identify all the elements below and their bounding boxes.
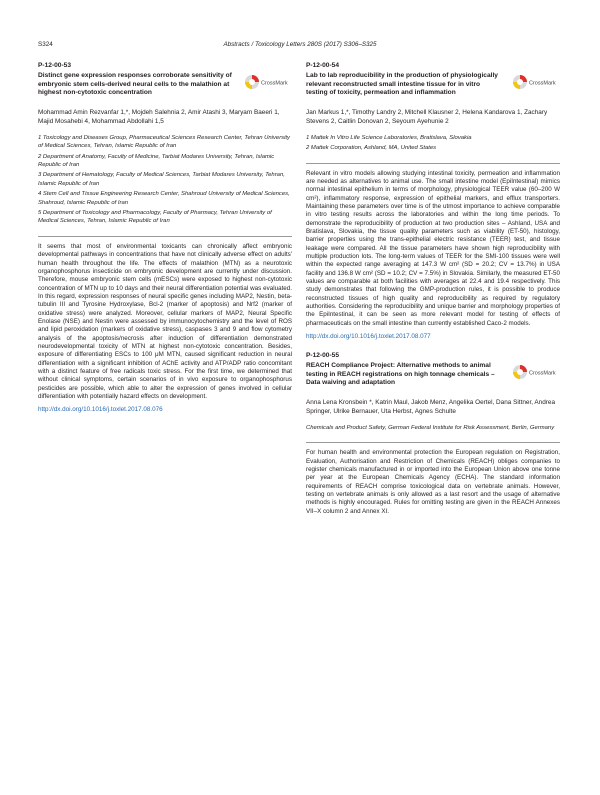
affiliation: 5 Department of Toxicology and Pharmacology, Faculty of Pharmacy, Tehran University of Medical Sciences, Tehran, Islamic Republic of Iran (38, 210, 272, 225)
doi-link[interactable]: http://dx.doi.org/10.1016/j.toxlet.2017.08.076 (38, 406, 163, 414)
article-id: P-12-00-53 (38, 62, 71, 69)
article-p-12-00-54 (306, 61, 560, 341)
affiliation: 1 Toxicology and Diseases Group, Pharmaceutical Sciences Research Center, Tehran University of Medical Sciences, Tehran, Islamic Republic of Iran (38, 134, 291, 150)
article-abstract: Relevant in vitro models allowing studying intestinal toxicity, permeation and inflammation are needed as alternatives to animal use. The small intestine model (EpiIntestinal) mimics normal intestinal epithelium in terms of morphology, physiological TEER value (60–200 W cm²), inflammatory response, expression of epithelial markers, and efflux transporters. Maintaining these parameters over time is of the utmost importance to achieve comparable in vitro testing results across the laboratories and within the long time periods. To demonstrate the reproducibility of production at two production sites – Ashland, USA and Bratislava, Slovakia, the tissue quality parameters such as viability (ET-50), histology, barrier properties using the trans-epithelial electric resistance (TEER) test, and tissue leakage were compared. All the tissue parameters have shown high reproducibility with multiple production lots. The long-term values of TEER for the SMI-100 tissues were well within the expected range averaging at 147.3 W cm² (SD = 20.2; CV = 13.7%) in USA facility and 136.8 W cm² (SD = 10.2; CV = 7.5%) in Slovakia. Similarly, the measured ET-50 values are comparable at both facilities with averages at 22.4 and 19.4 respectively. This study demonstrates that following the GMP-production rules, it is possible to produce reconstructed tissues of high quality and reproducibility as required by regulatory authorities. Considering the reproducibility and unique barrier and morphology properties of the EpiIntestinal, it can be seen as more relevant model for testing of effects of pharmaceuticals on the small intestine than currently established Caco-2 models. (306, 169, 560, 327)
affiliation: 2 Mattek Corporation, Ashland, MA, United States (306, 145, 437, 152)
article-authors: Mohammad Amin Rezvanfar 1,*, Mojdeh Salehnia 2, Amir Atashi 3, Maryam Baeeri 1, Majid Mosahebi 4, Mohammad Abdollahi 1,5 (38, 108, 280, 125)
article-abstract: It seems that most of environmental toxicants can chronically affect embryonic developmental pathways in concentrations that have not clinically adverse effect on adults' human health throughout the life. The effects of malathion (MTN) as a neurotoxic organophosphorus insecticide on embryonic development are currently under discussion. Therefore, mouse embryonic stem cells (mESCs) were exposed to highest non-cytotoxic concentration of MTN up to 10 days and their neural differentiation potential was evaluated. In this regard, expression responses of neural specific genes including MAP2, Nestin, beta-tubulin III and Tyrosine Hydroxylase, Bcl-2 (marker of apoptosis) and Nrf2 (marker of oxidative stress) were analyzed. Moreover, cellular markers of MAP2, Neural Specific Enolase (NSE) and Nestin were assessed by immunocytochemistry and the level of ROS and lipid peroxidation (markers of oxidative stress), caspases 3 and 9 and flow cytometry analysis of the apoptosis/necrosis after induction of differentiation demonstrated neurodevelopmental toxicity of MTN at highest non-cytotoxic concentration. Besides, exposure of differentiating ESCs to 100 μM MTN, caused significant reduction in neural differentiation with a significant inhibition of AChE activity and ATP/ADP ratio concomitant with a distinct feature of free radicals toxic stress. For the first time, we determined that without clinical symptoms, certain scenarios of in vivo exposure to organophosphorus pesticides are possible, which able to alter the expression of genes involved in cellular differentiation with potentially hazard effects on development. (38, 242, 292, 401)
divider (38, 236, 292, 237)
affiliation: 2 Department of Anatomy, Faculty of Medicine, Tarbiat Modares University, Tehran, Islamic Republic of Iran (38, 153, 275, 168)
crossmark-icon[interactable] (512, 362, 558, 382)
affiliation: 1 Mattek In Vitro Life Science Laboratories, Bratislava, Slovakia (306, 134, 472, 141)
article-id: P-12-00-55 (306, 352, 339, 360)
affiliation: 4 Stem Cell and Tissue Engineering Research Center, Shahroud University of Medical Sciences, Shahroud, Islamic Republic of Iran (38, 191, 290, 206)
page-header (38, 41, 562, 53)
doi-link[interactable]: http://dx.doi.org/10.1016/j.toxlet.2017.08.077 (306, 333, 431, 341)
left-column (38, 61, 292, 414)
affiliation: Chemicals and Product Safety, German Federal Institute for Risk Assessment, Berlin, Germany (306, 424, 555, 431)
affiliations (306, 134, 560, 153)
crossmark-icon[interactable] (244, 72, 290, 92)
article-authors: Jan Markus 1,*, Timothy Landry 2, Mitchell Klausner 2, Helena Kandarova 1, Zachary Stevens 2, Caitlin Donovan 2, Seyoum Ayehunie 2 (306, 108, 548, 125)
article-authors: Anna Lena Kronsbein *, Katrin Maul, Jakob Menz, Angelika Oertel, Dana Sittner, Andrea Springer, Ulrike Bernauer, Uta Herbst, Agnes Schulte (306, 398, 556, 415)
page-number: S324 (38, 41, 53, 48)
article-id: P-12-00-54 (306, 62, 339, 69)
affiliations (38, 134, 292, 226)
affiliations (306, 424, 560, 432)
article-p-12-00-53 (38, 61, 292, 414)
article-p-12-00-55 (306, 351, 560, 516)
crossmark-label: CrossMark (261, 80, 288, 87)
divider (306, 442, 560, 443)
journal-citation: Abstracts / Toxicology Letters 280S (2017) S306–S325 (223, 41, 377, 48)
article-abstract: For human health and environmental protection the European regulation on Registration, Evaluation, Authorisation and Restriction of Chemicals (REACH) obliges companies to register chemicals manufactured in or imported into the European Union above one tonne per year at the European Chemicals Agency (ECHA). The standard information requirements of REACH comprise toxicological data on vertebrate animals. However, testing on vertebrate animals is only allowed as a last resort and the usage of alternative methods is highly encouraged. Rules for omitting testing are given in the REACH Annexes VII–X column 2 and Annex XI. (306, 449, 560, 515)
article-title: REACH Compliance Project: Alternative methods to animal testing in REACH registrations on high tonnage chemicals – Data waiving and adaptation (306, 362, 495, 387)
crossmark-label: CrossMark (529, 80, 556, 87)
right-column (306, 61, 560, 516)
divider (306, 163, 560, 164)
article-title: Lab to lab reproducibility in the production of physiologically relevant reconstructed small intestine tissue for in vitro testing of toxicity, permeation and inflammation (306, 72, 498, 97)
affiliation: 3 Department of Hematology, Faculty of Medical Sciences, Tarbiat Modares University, Tehran, Islamic Republic of Iran (38, 172, 285, 187)
crossmark-label: CrossMark (529, 370, 556, 377)
crossmark-icon[interactable] (512, 72, 558, 92)
article-title: Distinct gene expression responses corroborate sensitivity of embryonic stem cells-derived neural cells to the malathion at highest non-cytotoxic concentration (38, 72, 232, 97)
